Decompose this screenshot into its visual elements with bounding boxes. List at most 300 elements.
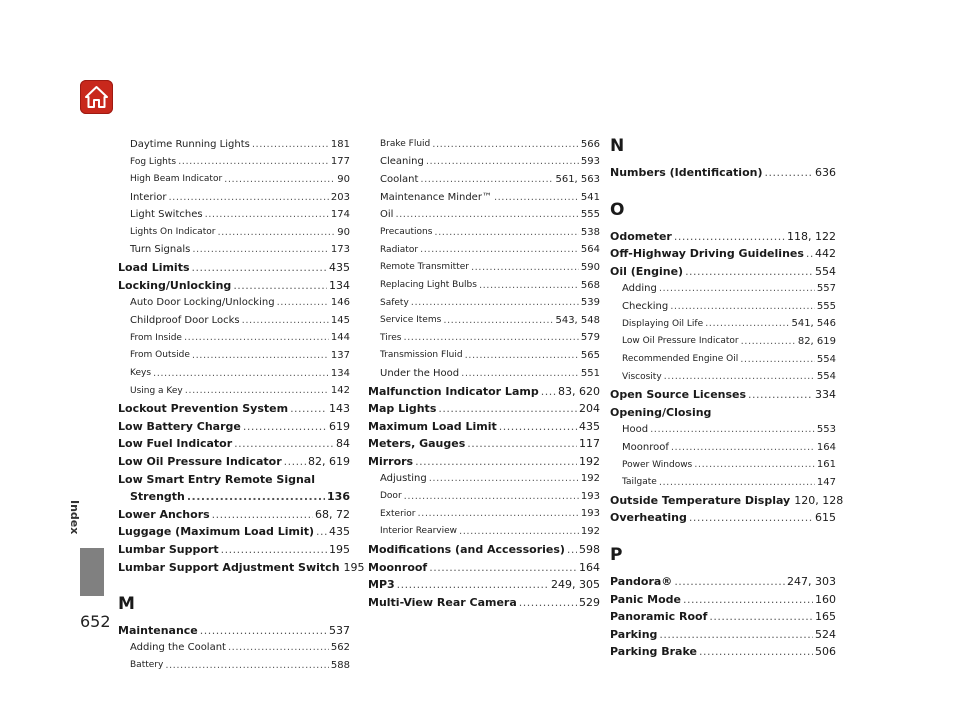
home-button[interactable] [80, 80, 113, 114]
page-reference[interactable]: 568 [580, 279, 600, 291]
page-reference[interactable]: 203 [330, 191, 350, 203]
dot-leader [459, 527, 579, 537]
page-reference[interactable]: 555 [816, 300, 836, 312]
index-subentry[interactable] [368, 154, 600, 172]
index-entry[interactable] [610, 509, 836, 527]
entry-label: Oil (Engine) [610, 265, 684, 279]
page-reference[interactable]: 561, 563 [555, 173, 600, 185]
entry-label: Adding [622, 283, 657, 295]
index-entry[interactable] [118, 622, 350, 640]
entry-label: Remote Transmitter [380, 262, 469, 273]
entry-label: Hood [622, 423, 649, 435]
page-reference[interactable]: 192 [580, 473, 600, 485]
page-reference[interactable]: 557 [816, 283, 836, 295]
page-reference[interactable]: 192 [580, 525, 600, 537]
dot-leader [224, 175, 335, 185]
home-icon [84, 84, 109, 110]
dot-leader [185, 386, 329, 396]
dot-leader [420, 175, 553, 185]
dot-leader [650, 425, 815, 435]
index-entry[interactable] [368, 593, 600, 611]
entry-label: Multi-View Rear Camera [368, 595, 517, 609]
index-subentry[interactable] [610, 368, 836, 386]
page-reference[interactable]: 579 [580, 332, 600, 344]
entry-label: Low Oil Pressure Indicator [118, 454, 282, 468]
page-reference[interactable]: 173 [330, 244, 350, 256]
page-reference[interactable]: 435 [329, 525, 350, 539]
entry-label: Low Fuel Indicator [118, 437, 233, 451]
index-subentry[interactable] [610, 439, 836, 457]
dot-leader [284, 456, 306, 467]
index-subentry[interactable] [118, 154, 350, 172]
entry-label: Interior [130, 191, 167, 203]
index-subentry[interactable] [368, 488, 600, 506]
page-reference[interactable]: 181 [330, 138, 350, 150]
index-subentry[interactable] [118, 224, 350, 242]
page-reference[interactable]: 554 [815, 265, 836, 279]
page-reference[interactable]: 524 [815, 627, 836, 641]
page-reference[interactable]: 249, 305 [551, 578, 600, 592]
entry-label: Overheating [610, 511, 687, 525]
entry-label: Cleaning [380, 156, 424, 168]
index-entry[interactable] [610, 263, 836, 281]
page-reference[interactable]: 147 [816, 476, 836, 488]
index-entry[interactable] [118, 558, 365, 576]
dot-leader [395, 210, 578, 220]
sidebar-tab[interactable] [80, 548, 104, 596]
index-entry[interactable] [368, 558, 600, 576]
dot-leader [420, 245, 579, 255]
dot-leader [228, 643, 329, 653]
entry-label: Pandora® [610, 574, 673, 588]
page-reference[interactable]: 82, 619 [308, 454, 350, 468]
page-reference[interactable]: 165 [815, 610, 836, 624]
page-reference[interactable]: 142 [330, 385, 350, 397]
page-reference[interactable]: 562 [330, 642, 350, 654]
page-reference[interactable]: 539 [580, 297, 600, 309]
page-reference[interactable]: 564 [580, 244, 600, 256]
dot-leader [192, 351, 329, 361]
index-subentry[interactable] [368, 136, 600, 154]
page-reference[interactable]: 537 [329, 624, 350, 638]
index-subentry[interactable] [368, 347, 600, 365]
entry-label: Checking [622, 300, 669, 312]
index-entry[interactable] [610, 608, 836, 626]
entry-label: Precautions [380, 227, 433, 238]
page-reference[interactable]: 90 [337, 173, 350, 185]
page-reference[interactable]: 195 [343, 560, 365, 574]
entry-label: Mirrors [368, 454, 414, 468]
entry-label: Safety [380, 297, 409, 308]
page-reference[interactable]: 565 [580, 349, 600, 361]
dot-leader [670, 302, 815, 312]
page-reference[interactable]: 118, 122 [787, 229, 836, 243]
index-entry[interactable] [118, 400, 350, 418]
entry-label: Power Windows [622, 459, 693, 470]
index-entry[interactable] [368, 400, 600, 418]
index-entry[interactable] [368, 382, 600, 400]
index-entry[interactable] [118, 523, 350, 541]
index-subentry[interactable] [610, 280, 836, 298]
entry-label: Viscosity [622, 371, 662, 382]
index-column-3 [610, 136, 844, 661]
index-entry[interactable] [118, 259, 350, 277]
dot-leader [168, 193, 328, 203]
dot-leader [397, 579, 549, 590]
index-subentry[interactable] [610, 316, 836, 334]
entry-label: Replacing Light Bulbs [380, 280, 477, 291]
entry-label: Numbers (Identification) [610, 166, 763, 180]
page-reference[interactable]: 247, 303 [787, 574, 836, 588]
page-reference[interactable]: 541 [580, 191, 600, 203]
entry-label: Adding the Coolant [130, 642, 226, 654]
page-reference[interactable]: 590 [580, 261, 600, 273]
index-subentry[interactable] [118, 330, 350, 348]
entry-label: Strength [130, 490, 185, 504]
page-reference[interactable]: 566 [580, 138, 600, 150]
index-heading: Opening/Closing [610, 405, 712, 419]
entry-label: Moonroof [622, 441, 669, 453]
entry-label: High Beam Indicator [130, 174, 223, 185]
index-subentry[interactable] [118, 189, 350, 207]
index-entry[interactable] [118, 541, 350, 559]
dot-leader [184, 333, 329, 343]
entry-label: Tailgate [622, 477, 657, 488]
index-subentry[interactable] [118, 294, 350, 312]
page-reference[interactable]: 136 [327, 490, 350, 504]
entry-label: Map Lights [368, 402, 437, 416]
index-entry[interactable] [368, 435, 600, 453]
entry-label: Parking [610, 627, 658, 641]
dot-leader [465, 351, 579, 361]
dot-leader [659, 478, 815, 488]
entry-label: Meters, Gauges [368, 437, 466, 451]
index-entry[interactable] [610, 625, 836, 643]
dot-leader [243, 421, 327, 432]
dot-leader [664, 372, 815, 382]
entry-label: Luggage (Maximum Load Limit) [118, 525, 315, 539]
dot-leader [242, 316, 329, 326]
index-subentry[interactable] [368, 189, 600, 207]
entry-label: Adjusting [380, 473, 427, 485]
dot-leader [316, 526, 327, 537]
index-subentry[interactable] [368, 294, 600, 312]
entry-label: Turn Signals [130, 244, 191, 256]
dot-leader [740, 355, 815, 365]
dot-leader [685, 266, 813, 277]
index-entry[interactable] [610, 386, 836, 404]
page-reference[interactable]: 161 [816, 459, 836, 471]
entry-label: Locking/Unlocking [118, 279, 232, 293]
index-subentry[interactable] [368, 206, 600, 224]
page-reference[interactable]: 120, 128 [794, 493, 844, 507]
dot-leader [404, 492, 579, 502]
dot-leader [153, 369, 329, 379]
index-subentry[interactable] [118, 657, 350, 675]
dot-leader [192, 262, 327, 273]
index-entry[interactable] [610, 590, 836, 608]
dot-leader [567, 544, 577, 555]
entry-label: Panic Mode [610, 592, 681, 606]
entry-label: Modifications (and Accessories) [368, 542, 565, 556]
index-subentry[interactable] [368, 523, 600, 541]
page-reference[interactable]: 164 [816, 441, 836, 453]
index-subentry[interactable] [118, 312, 350, 330]
index-entry[interactable] [118, 435, 350, 453]
entry-label: Lights On Indicator [130, 227, 216, 238]
dot-leader [467, 438, 577, 449]
index-entry[interactable] [610, 245, 836, 263]
dot-leader [494, 193, 579, 203]
section-letter: O [610, 199, 625, 220]
page-number: 652 [80, 612, 111, 631]
dot-leader [233, 280, 327, 291]
page-reference[interactable]: 143 [329, 402, 350, 416]
entry-label: Childproof Door Locks [130, 314, 240, 326]
entry-label: Under the Hood [380, 367, 460, 379]
page-reference[interactable]: 435 [329, 261, 350, 275]
index-subentry[interactable] [368, 365, 600, 383]
page-reference[interactable]: 174 [330, 209, 350, 221]
dot-leader [221, 544, 327, 555]
dot-leader [479, 281, 579, 291]
page-reference[interactable]: 619 [329, 419, 350, 433]
entry-label: Panoramic Roof [610, 610, 708, 624]
page-reference[interactable]: 192 [579, 454, 600, 468]
page-reference[interactable]: 553 [816, 423, 836, 435]
entry-label: Oil [380, 209, 394, 221]
index-subentry[interactable] [610, 421, 836, 439]
index-subentry[interactable] [118, 365, 350, 383]
page-reference[interactable]: 506 [815, 645, 836, 659]
entry-label: From Inside [130, 332, 182, 343]
dot-leader [471, 263, 579, 273]
entry-label: Tires [380, 332, 402, 343]
dot-leader [519, 597, 577, 608]
entry-label: Service Items [380, 315, 442, 326]
entry-label: Recommended Engine Oil [622, 354, 739, 365]
dot-leader [671, 443, 815, 453]
dot-leader [699, 646, 813, 657]
index-subentry[interactable] [118, 136, 350, 154]
index-subentry[interactable] [610, 298, 836, 316]
index-subentry[interactable] [610, 456, 836, 474]
page-reference[interactable]: 117 [579, 437, 600, 451]
page-reference[interactable]: 538 [580, 226, 600, 238]
entry-label: Brake Fluid [380, 139, 431, 150]
dot-leader [541, 386, 556, 397]
page-reference[interactable]: 598 [579, 542, 600, 556]
index-subentry[interactable] [368, 259, 600, 277]
entry-label: From Outside [130, 350, 190, 361]
dot-leader [290, 403, 327, 414]
dot-leader [765, 167, 814, 178]
page-reference[interactable]: 442 [815, 247, 836, 261]
entry-label: Lumbar Support Adjustment Switch [118, 560, 340, 574]
index-subentry[interactable] [118, 488, 350, 506]
entry-label: Fog Lights [130, 156, 177, 167]
entry-label: Using a Key [130, 385, 183, 396]
page-reference[interactable]: 146 [330, 297, 350, 309]
index-subentry[interactable] [118, 639, 350, 657]
dot-leader [403, 333, 578, 343]
page-reference[interactable]: 551 [580, 367, 600, 379]
page-reference[interactable]: 137 [330, 349, 350, 361]
dot-leader [212, 509, 313, 520]
section-letter: N [610, 136, 625, 156]
page-reference[interactable]: 204 [579, 402, 600, 416]
index-column-2 [368, 136, 600, 611]
page-reference[interactable]: 83, 620 [558, 384, 600, 398]
page-reference[interactable]: 636 [815, 166, 836, 180]
page-reference[interactable]: 145 [330, 314, 350, 326]
page-reference[interactable]: 588 [330, 659, 350, 671]
entry-label: Outside Temperature Display [610, 493, 791, 507]
page-reference[interactable]: 84 [336, 437, 350, 451]
page-reference[interactable]: 541, 546 [791, 318, 836, 330]
dot-leader [748, 389, 813, 400]
page-reference[interactable]: 177 [330, 156, 350, 168]
index-subentry[interactable] [368, 224, 600, 242]
entry-label: Coolant [380, 173, 419, 185]
entry-label: Odometer [610, 229, 672, 243]
index-subentry[interactable] [368, 505, 600, 523]
dot-leader [165, 661, 329, 671]
dot-leader [178, 157, 329, 167]
page-reference[interactable]: 82, 619 [797, 335, 836, 347]
dot-leader [659, 284, 815, 294]
index-entry[interactable] [610, 164, 836, 182]
entry-label: Daytime Running Lights [130, 138, 250, 150]
index-entry[interactable] [610, 643, 836, 661]
dot-leader [741, 337, 796, 347]
page-reference[interactable]: 144 [330, 332, 350, 344]
page-reference[interactable]: 554 [816, 353, 836, 365]
entry-label: Moonroof [368, 560, 428, 574]
index-entry[interactable] [368, 418, 600, 436]
dot-leader [689, 512, 813, 523]
entry-label: Auto Door Locking/Unlocking [130, 297, 275, 309]
entry-label: Malfunction Indicator Lamp [368, 384, 539, 398]
entry-label: Maintenance Minder™ [380, 191, 492, 203]
dot-leader [432, 140, 579, 150]
page-reference[interactable]: 615 [815, 511, 836, 525]
page-reference[interactable]: 160 [815, 592, 836, 606]
section-letter: M [118, 593, 135, 614]
index-subentry[interactable] [118, 242, 350, 260]
page-reference[interactable]: 555 [580, 209, 600, 221]
dot-leader [683, 594, 813, 605]
index-subentry[interactable] [368, 330, 600, 348]
entry-label: Parking Brake [610, 645, 697, 659]
page-reference[interactable]: 195 [329, 542, 350, 556]
entry-label: Off-Highway Driving Guidelines [610, 247, 804, 261]
page-reference[interactable]: 164 [579, 560, 600, 574]
index-subentry[interactable] [368, 312, 600, 330]
entry-label: Keys [130, 368, 152, 379]
index-subentry[interactable] [610, 333, 836, 351]
index-column-1 [118, 136, 365, 675]
page-reference[interactable]: 334 [815, 388, 836, 402]
index-subentry[interactable] [610, 351, 836, 369]
index-subentry[interactable] [118, 206, 350, 224]
entry-label: Load Limits [118, 261, 190, 275]
dot-leader [411, 298, 579, 308]
entry-label: Low Oil Pressure Indicator [622, 336, 739, 347]
index-entry[interactable] [610, 573, 836, 591]
dot-leader [705, 319, 789, 329]
dot-leader [187, 491, 325, 502]
dot-leader [674, 576, 785, 587]
dot-leader [709, 611, 813, 622]
dot-leader [429, 562, 577, 573]
index-entry[interactable] [118, 505, 350, 523]
entry-label: Lumbar Support [118, 542, 219, 556]
dot-leader [434, 228, 579, 238]
page-reference[interactable]: 193 [580, 508, 600, 520]
dot-leader [217, 228, 335, 238]
index-subentry[interactable] [118, 171, 350, 189]
index-entry[interactable] [368, 453, 600, 471]
index-subentry[interactable] [118, 382, 350, 400]
dot-leader [461, 369, 579, 379]
index-subentry[interactable] [368, 242, 600, 260]
index-entry[interactable] [610, 492, 844, 510]
index-entry[interactable] [368, 541, 600, 559]
dot-leader [426, 157, 579, 167]
index-subentry[interactable] [118, 347, 350, 365]
page-reference[interactable]: 134 [330, 367, 350, 379]
index-subentry[interactable] [368, 277, 600, 295]
page-reference[interactable]: 193 [580, 490, 600, 502]
index-entry[interactable] [118, 418, 350, 436]
page-reference[interactable]: 543, 548 [555, 314, 600, 326]
entry-label: MP3 [368, 578, 395, 592]
index-entry[interactable] [118, 453, 350, 471]
index-subentry[interactable] [368, 171, 600, 189]
page-reference[interactable]: 90 [337, 226, 350, 238]
index-entry[interactable] [118, 277, 350, 295]
index-subentry[interactable] [368, 470, 600, 488]
dot-leader [418, 509, 579, 519]
page-reference[interactable]: 68, 72 [315, 507, 350, 521]
index-heading: Low Smart Entry Remote Signal [118, 472, 315, 486]
entry-label: Door [380, 491, 402, 502]
entry-label: Open Source Licenses [610, 388, 747, 402]
entry-label: Interior Rearview [380, 526, 458, 537]
page-reference[interactable]: 435 [579, 419, 600, 433]
entry-label: Displaying Oil Life [622, 318, 704, 329]
index-entry[interactable] [610, 228, 836, 246]
entry-label: Maintenance [118, 624, 198, 638]
section-letter: P [610, 544, 623, 565]
entry-label: Maximum Load Limit [368, 419, 497, 433]
dot-leader [694, 460, 815, 470]
dot-leader [192, 245, 329, 255]
page-reference[interactable]: 529 [579, 595, 600, 609]
page-reference[interactable]: 134 [329, 279, 350, 293]
dot-leader [277, 298, 329, 308]
page-reference[interactable]: 554 [816, 371, 836, 383]
entry-label: Lockout Prevention System [118, 402, 289, 416]
entry-label: Battery [130, 660, 164, 671]
index-subentry[interactable] [610, 474, 836, 492]
entry-label: Radiator [380, 244, 419, 255]
dot-leader [415, 456, 577, 467]
dot-leader [252, 140, 329, 150]
index-entry[interactable] [368, 576, 600, 594]
page-reference[interactable]: 593 [580, 156, 600, 168]
